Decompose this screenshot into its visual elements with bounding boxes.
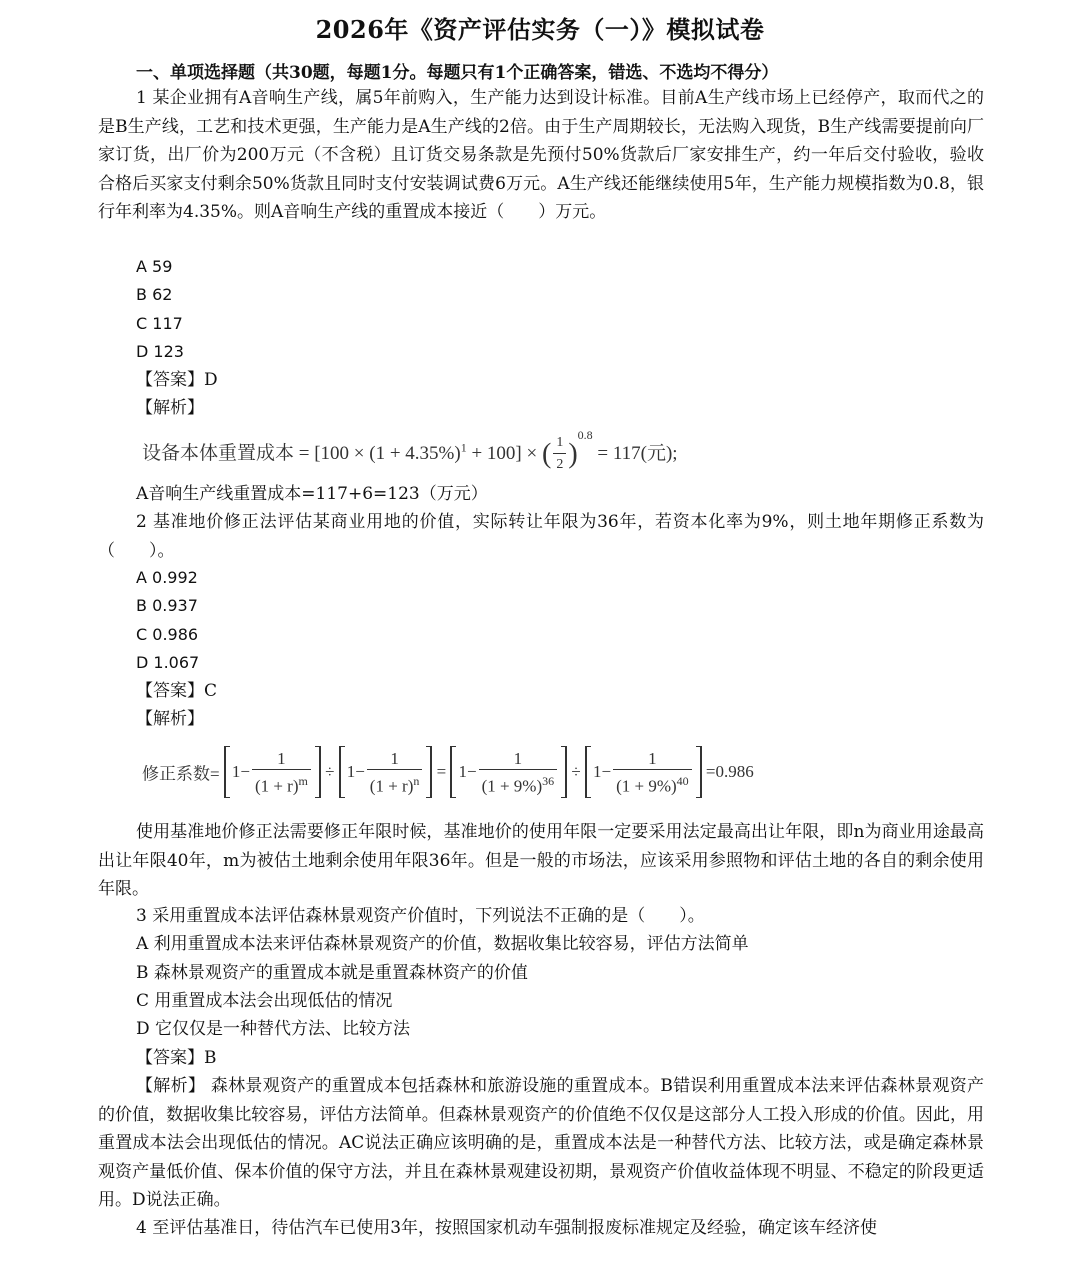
q2-answer: 【答案】C — [136, 681, 218, 701]
q1-frac-den: 2 — [556, 457, 564, 473]
q2-option-b: B 0.937 — [136, 596, 198, 615]
q1-formula-tail: = 117(元); — [592, 443, 678, 464]
question-4-stem: 4 至评估基准日，待估汽车已使用3年，按照国家机动车强制报废标准规定及经验，确定该车经济使 — [136, 1218, 878, 1238]
q1-formula-mid: + 100] × — [466, 443, 542, 464]
q3-analysis: 【解析】 森林景观资产的重置成本包括森林和旅游设施的重置成本。B错误利用重置成本法来评估森林景观资产的价值，数据收集比较容易，评估方法简单。但森林景观资产的价值绝不仅仅是这部分人工投入形成的价值。因此，用重置成本法会出现低估的情况。AC说法正确应该明确的是，重置成本法是一种替代方法、比较方法，或是确定森林景观资产量低价值、保本价值的保守方法，并且在森林景观建设初期，景观资产价值收益体现不明显、不稳定的阶段更适用。D说法正确。 — [98, 1076, 984, 1211]
q1-analysis-label: 【解析】 — [136, 398, 204, 418]
q3-option-b: B 森林景观资产的重置成本就是重置森林资产的价值 — [136, 963, 528, 983]
q3-option-c: C 用重置成本法会出现低估的情况 — [136, 991, 393, 1011]
q1-frac-num: 1 — [553, 433, 566, 454]
q1-option-d: D 123 — [136, 342, 184, 361]
page-title: 2026年《资产评估实务（一）》模拟试卷 — [315, 15, 765, 44]
q1-formula: 设备本体重置成本 = $[100 \times (1 + 4.35\%)^1 + 100]$ × ( $\frac{1}{2}$ )$^{0.8}$ = 117(元); — [142, 428, 678, 476]
q1-formula-exp2: 0.8 — [577, 428, 593, 442]
q2-option-a: A 0.992 — [136, 568, 198, 587]
q1-formula-exp1: 1 — [460, 440, 467, 455]
question-1-stem: 1 某企业拥有A音响生产线，属5年前购入，生产能力达到设计标准。目前A生产线市场上已经停产，取而代之的是B生产线，工艺和技术更强，生产能力是A生产线的2倍。由于生产周期较长，无法购入现货，B生产线需要提前向厂家订货，出厂价为200万元（不含税）且订货交易条款是先预付50%货款后厂家安排生产，约一年后交付验收，验收合格后买家支付剩余50%货款且同时支付安装调试费6万元。A生产线还能继续使用5年，生产能力规模指数为0.8，银行年利率为4.35%。则A音响生产线的重置成本接近（ ）万元。 — [98, 88, 984, 223]
q1-answer: 【答案】D — [136, 370, 218, 390]
q1-note: A音响生产线重置成本=117+6=123（万元） — [136, 484, 488, 504]
question-3-stem: 3 采用重置成本法评估森林景观资产价值时，下列说法不正确的是（ ）。 — [136, 906, 705, 926]
section-heading: 一、单项选择题（共30题，每题1分。每题只有1个正确答案，错选、不选均不得分） — [136, 63, 779, 83]
q2-explanation: 使用基准地价修正法需要修正年限时候，基准地价的使用年限一定要采用法定最高出让年限，即n为商业用途最高出让年限40年，m为被估土地剩余使用年限36年。但是一般的市场法，应该采用参照物和评估土地的各自的剩余使用年限。 — [98, 822, 984, 900]
q3-option-a: A 利用重置成本法来评估森林景观资产的价值，数据收集比较容易，评估方法简单 — [136, 934, 749, 954]
q2-option-c: C 0.986 — [136, 625, 199, 644]
q1-option-b: B 62 — [136, 285, 173, 304]
q1-formula-lead: 设备本体重置成本 = [100 × (1 + 4.35%) — [142, 443, 461, 464]
question-2-stem: 2 基准地价修正法评估某商业用地的价值，实际转让年限为36年，若资本化率为9%，则土地年期修正系数为（ ）。 — [98, 512, 984, 561]
q2-analysis-label: 【解析】 — [136, 709, 204, 729]
q3-answer: 【答案】B — [136, 1048, 217, 1068]
q3-option-d: D 它仅仅是一种替代方法、比较方法 — [136, 1019, 411, 1039]
q2-formula-lead: 修正系数= — [142, 764, 220, 784]
q2-formula-result: =0.986 — [705, 762, 754, 781]
q1-option-a: A 59 — [136, 257, 173, 276]
q2-option-d: D 1.067 — [136, 653, 200, 672]
q1-option-c: C 117 — [136, 314, 183, 333]
q2-formula: 修正系数= 1− $\frac{1}{(1 + r)^m}$ ÷ 1− $\frac{1}{(1 + r)^n}$ = 1− $\frac{1}{(1 + 9\%)^{36}}$ ÷ 1− $\frac{1}{(1 + 9\%)^{40}}$ =0.986 — [142, 746, 754, 798]
